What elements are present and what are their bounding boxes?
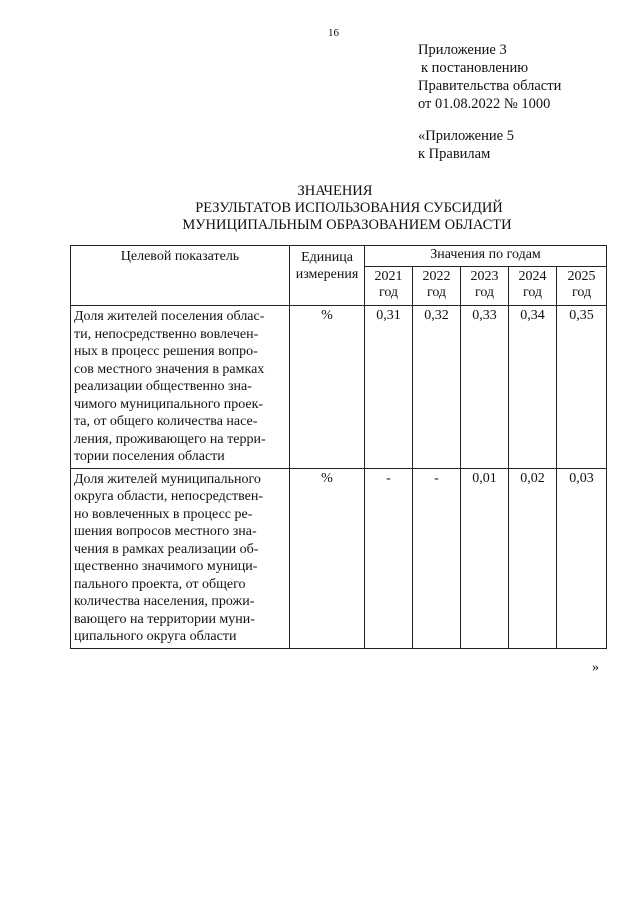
value-cell: 0,34 xyxy=(509,306,557,469)
year-header: 2024 год xyxy=(509,267,557,306)
unit-cell: % xyxy=(290,468,365,648)
header-unit-line: Единица xyxy=(301,250,353,265)
appendix-line: от 01.08.2022 № 1000 xyxy=(418,96,551,112)
appendix-line: к постановлению xyxy=(421,60,529,76)
appendix-block xyxy=(418,41,561,163)
header-unit xyxy=(290,246,365,306)
appendix-line: Правительства области xyxy=(418,78,562,94)
closing-quote: » xyxy=(592,660,599,675)
unit-cell: % xyxy=(290,306,365,469)
year-header: 2021 год xyxy=(365,267,413,306)
value-cell: - xyxy=(413,468,461,648)
year-header: 2023 год xyxy=(461,267,509,306)
value-cell: - xyxy=(365,468,413,648)
year-header: 2025 год xyxy=(557,267,607,306)
table-row xyxy=(71,468,607,648)
value-cell: 0,35 xyxy=(557,306,607,469)
header-values: Значения по годам xyxy=(365,246,607,267)
appendix-line: к Правилам xyxy=(418,146,491,162)
appendix-line: «Приложение 5 xyxy=(418,128,514,144)
value-cell: 0,32 xyxy=(413,306,461,469)
document-title xyxy=(0,183,640,234)
value-cell: 0,33 xyxy=(461,306,509,469)
year-header: 2022 год xyxy=(413,267,461,306)
indicator-cell: Доля жителей муниципального округа области, непосредствен- но вовлеченных в процесс ре- шения вопросов местного зна- чения в рамках реализации об- щественно значимого муници- пального проекта, от общего количества населения, прожи- вающего на территории муни- ципального округа области xyxy=(71,468,290,648)
page-number: 16 xyxy=(328,27,339,39)
results-table xyxy=(70,245,607,649)
value-cell: 0,03 xyxy=(557,468,607,648)
title-line: РЕЗУЛЬТАТОВ ИСПОЛЬЗОВАНИЯ СУБСИДИЙ xyxy=(195,200,503,216)
indicator-cell: Доля жителей поселения облас- ти, непосредственно вовлечен- ных в процесс решения вопро- сов местного значения в рамках реализации общественно зна- чимого муниципального проек- та, от общего количества насе- ления, проживающего на терри- тории поселения области xyxy=(71,306,290,469)
appendix-line: Приложение 3 xyxy=(418,42,507,58)
value-cell: 0,01 xyxy=(461,468,509,648)
value-cell: 0,31 xyxy=(365,306,413,469)
title-line: МУНИЦИПАЛЬНЫМ ОБРАЗОВАНИЕМ ОБЛАСТИ xyxy=(182,217,512,233)
header-indicator: Целевой показатель xyxy=(71,246,290,306)
value-cell: 0,02 xyxy=(509,468,557,648)
table-row xyxy=(71,306,607,469)
header-unit-line: измерения xyxy=(295,267,359,282)
title-line: ЗНАЧЕНИЯ xyxy=(297,183,373,199)
